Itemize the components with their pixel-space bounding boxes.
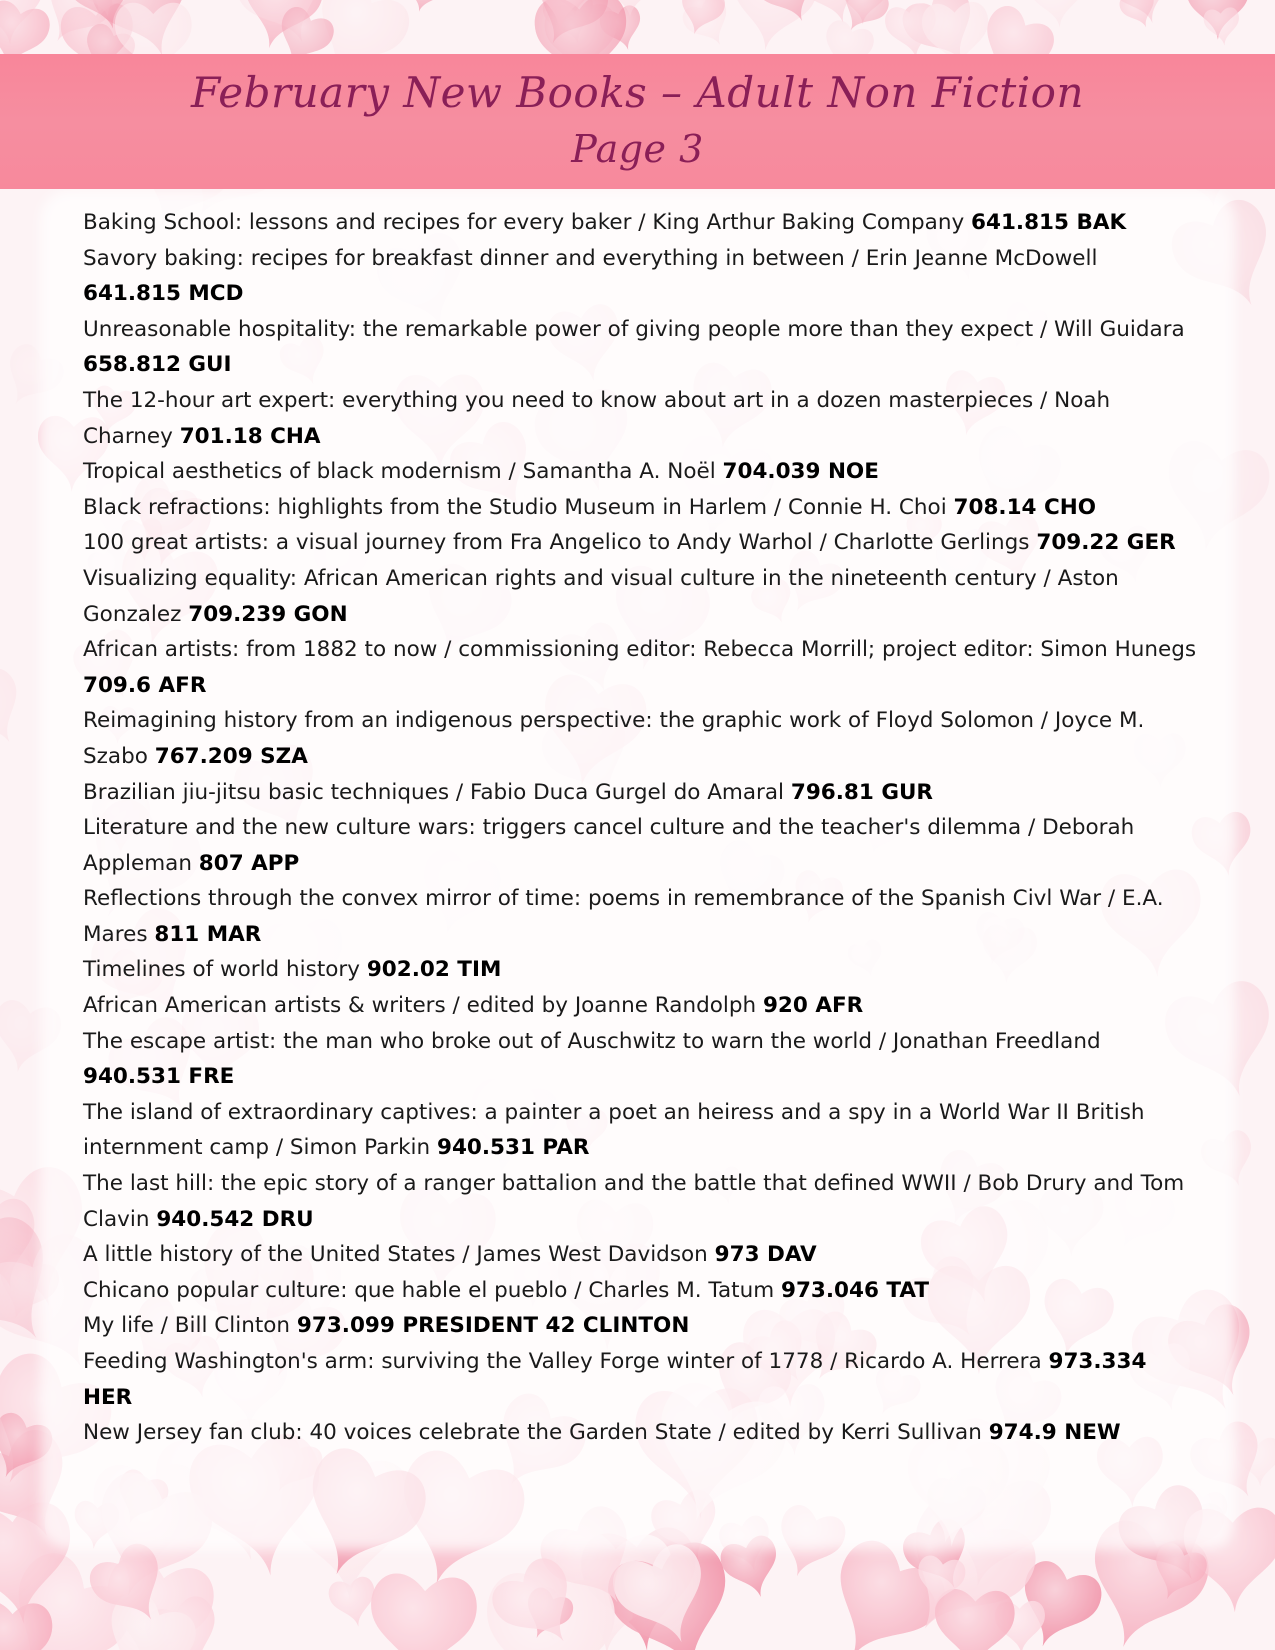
call-number: 902.02 TIM bbox=[366, 957, 502, 983]
call-number: 767.209 SZA bbox=[154, 743, 308, 769]
call-number: 641.815 BAK bbox=[971, 210, 1127, 235]
list-item bbox=[83, 952, 1198, 988]
call-number: 704.039 NOE bbox=[722, 459, 879, 485]
list-item bbox=[83, 1166, 1198, 1237]
call-number: 641.815 MCD bbox=[83, 281, 244, 307]
call-number: 973.334 HER bbox=[83, 1349, 1147, 1410]
book-title-author: Literature and the new culture wars: triggers cancel culture and the teacher's dilemma / Deborah Appleman bbox=[83, 815, 1135, 876]
call-number: 796.81 GUR bbox=[790, 779, 933, 805]
book-title-author: My life / Bill Clinton bbox=[83, 1313, 291, 1339]
book-title-author: Visualizing equality: African American rights and visual culture in the nineteenth century / Aston Gonzalez bbox=[83, 565, 1119, 627]
list-item bbox=[83, 1095, 1198, 1166]
list-item bbox=[83, 454, 1198, 490]
book-title-author: New Jersey fan club: 40 voices celebrate the Garden State / edited by Kerri Sullivan bbox=[83, 1420, 982, 1446]
book-title-author: Tropical aesthetics of black modernism / Samantha A. Noël bbox=[83, 459, 723, 485]
book-title-author: Unreasonable hospitality: the remarkable power of giving people more than they expect / Will Guidara bbox=[83, 316, 1185, 342]
list-item bbox=[83, 703, 1198, 774]
list-item bbox=[83, 205, 1198, 241]
list-item bbox=[83, 312, 1198, 383]
header-banner bbox=[0, 54, 1275, 189]
list-item bbox=[83, 1344, 1198, 1415]
page-number: Page 3 bbox=[571, 127, 704, 171]
book-title-author: 100 great artists: a visual journey from Fra Angelico to Andy Warhol / Charlotte Gerlings bbox=[83, 530, 1030, 556]
call-number: 940.542 DRU bbox=[156, 1206, 314, 1232]
book-title-author: Savory baking: recipes for breakfast dinner and everything in between / Erin Jeanne McDowell bbox=[83, 245, 1098, 271]
list-item bbox=[83, 525, 1198, 561]
book-title-author: African American artists & writers / edited by Joanne Randolph bbox=[83, 993, 757, 1019]
call-number: 709.239 GON bbox=[188, 601, 348, 627]
call-number: 973 DAV bbox=[714, 1242, 817, 1268]
book-title-author: The island of extraordinary captives: a painter a poet an heiress and a spy in a World War II British internment camp / Simon Parkin bbox=[83, 1099, 1145, 1161]
book-title-author: Black refractions: highlights from the Studio Museum in Harlem / Connie H. Choi bbox=[83, 494, 947, 520]
book-title-author: Baking School: lessons and recipes for every baker / King Arthur Baking Company bbox=[83, 210, 965, 235]
list-item bbox=[83, 988, 1198, 1024]
list-item bbox=[83, 1273, 1198, 1309]
book-title-author: Feeding Washington's arm: surviving the Valley Forge winter of 1778 / Ricardo A. Herrera bbox=[83, 1349, 1042, 1374]
list-item bbox=[83, 1415, 1198, 1451]
book-list bbox=[83, 205, 1198, 1451]
call-number: 974.9 NEW bbox=[988, 1420, 1121, 1446]
call-number: 658.812 GUI bbox=[83, 352, 232, 378]
book-title-author: Chicano popular culture: que hable el pueblo / Charles M. Tatum bbox=[83, 1277, 775, 1303]
list-item bbox=[83, 881, 1198, 952]
list-item bbox=[83, 490, 1198, 526]
call-number: 811 MAR bbox=[154, 921, 262, 947]
call-number: 940.531 FRE bbox=[83, 1064, 235, 1090]
book-title-author: Reimagining history from an indigenous perspective: the graphic work of Floyd Solomon / Joyce M. Szabo bbox=[83, 708, 1145, 769]
book-title-author: A little history of the United States / James West Davidson bbox=[83, 1242, 708, 1268]
list-item bbox=[83, 775, 1198, 811]
list-item bbox=[83, 1308, 1198, 1344]
call-number: 701.18 CHA bbox=[179, 423, 321, 449]
call-number: 973.046 TAT bbox=[781, 1277, 930, 1303]
list-item bbox=[83, 241, 1198, 312]
call-number: 940.531 PAR bbox=[437, 1135, 590, 1161]
list-item bbox=[83, 1024, 1198, 1095]
book-title-author: The escape artist: the man who broke out of Auschwitz to warn the world / Jonathan Freedland bbox=[83, 1028, 1101, 1054]
call-number: 973.099 PRESIDENT 42 CLINTON bbox=[296, 1313, 690, 1339]
list-item bbox=[83, 383, 1198, 454]
book-title-author: African artists: from 1882 to now / commissioning editor: Rebecca Morrill; project editor: Simon Hunegs bbox=[83, 637, 1197, 663]
call-number: 920 AFR bbox=[762, 993, 864, 1019]
call-number: 807 APP bbox=[198, 850, 300, 876]
book-title-author: Brazilian jiu-jitsu basic techniques / Fabio Duca Gurgel do Amaral bbox=[83, 779, 785, 805]
book-title-author: The last hill: the epic story of a ranger battalion and the battle that defined WWII / Bob Drury and Tom Clavin bbox=[83, 1171, 1185, 1232]
book-title-author: Reflections through the convex mirror of time: poems in remembrance of the Spanish Civl War / E.A. Mares bbox=[83, 886, 1164, 947]
page-title: February New Books – Adult Non Fiction bbox=[190, 68, 1085, 117]
list-item bbox=[83, 810, 1198, 881]
list-item bbox=[83, 561, 1198, 632]
book-title-author: Timelines of world history bbox=[83, 957, 360, 983]
list-item bbox=[83, 632, 1198, 703]
list-item bbox=[83, 1237, 1198, 1273]
call-number: 709.22 GER bbox=[1036, 530, 1176, 556]
book-title-author: The 12-hour art expert: everything you need to know about art in a dozen masterpieces / Noah Charney bbox=[83, 387, 1111, 449]
call-number: 709.6 AFR bbox=[83, 672, 207, 698]
call-number: 708.14 CHO bbox=[953, 494, 1097, 520]
